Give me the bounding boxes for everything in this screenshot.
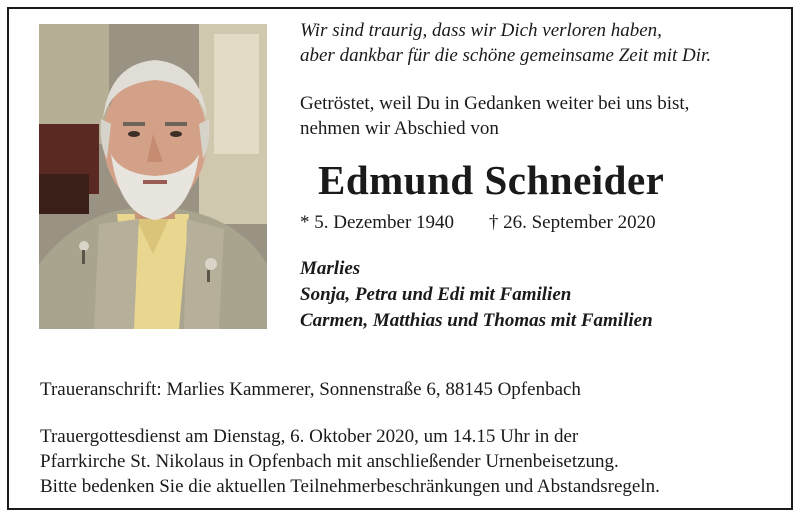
service-line-1: Trauergottesdienst am Dienstag, 6. Oktober 2020, um 14.15 Uhr in der xyxy=(40,426,579,447)
farewell-text xyxy=(300,91,770,141)
mourner-line: Marlies xyxy=(300,258,361,279)
funeral-service-info xyxy=(40,424,780,499)
service-line-2: Pfarrkirche St. Nikolaus in Opfenbach mit anschließender Urnenbeisetzung. xyxy=(40,451,619,472)
service-line-3: Bitte bedenken Sie die aktuellen Teilnehmerbeschränkungen und Abstandsregeln. xyxy=(40,476,660,497)
intro-line-1: Wir sind traurig, dass wir Dich verloren haben, xyxy=(300,20,662,41)
birth-date: * 5. Dezember 1940 xyxy=(300,212,455,233)
death-date: † 26. September 2020 xyxy=(488,212,656,233)
mourners-list xyxy=(300,256,780,334)
portrait-photo xyxy=(39,24,267,329)
deceased-name: Edmund Schneider xyxy=(318,157,665,203)
mourner-line: Carmen, Matthias und Thomas mit Familien xyxy=(300,310,653,331)
farewell-line-1: Getröstet, weil Du in Gedanken weiter bei uns bist, xyxy=(300,93,690,114)
mourning-address: Traueranschrift: Marlies Kammerer, Sonnenstraße 6, 88145 Opfenbach xyxy=(40,379,581,400)
intro-line-2: aber dankbar für die schöne gemeinsame Zeit mit Dir. xyxy=(300,45,712,66)
life-dates xyxy=(300,210,656,235)
farewell-line-2: nehmen wir Abschied von xyxy=(300,118,499,139)
intro-verse xyxy=(300,18,770,68)
mourner-line: Sonja, Petra und Edi mit Familien xyxy=(300,284,572,305)
